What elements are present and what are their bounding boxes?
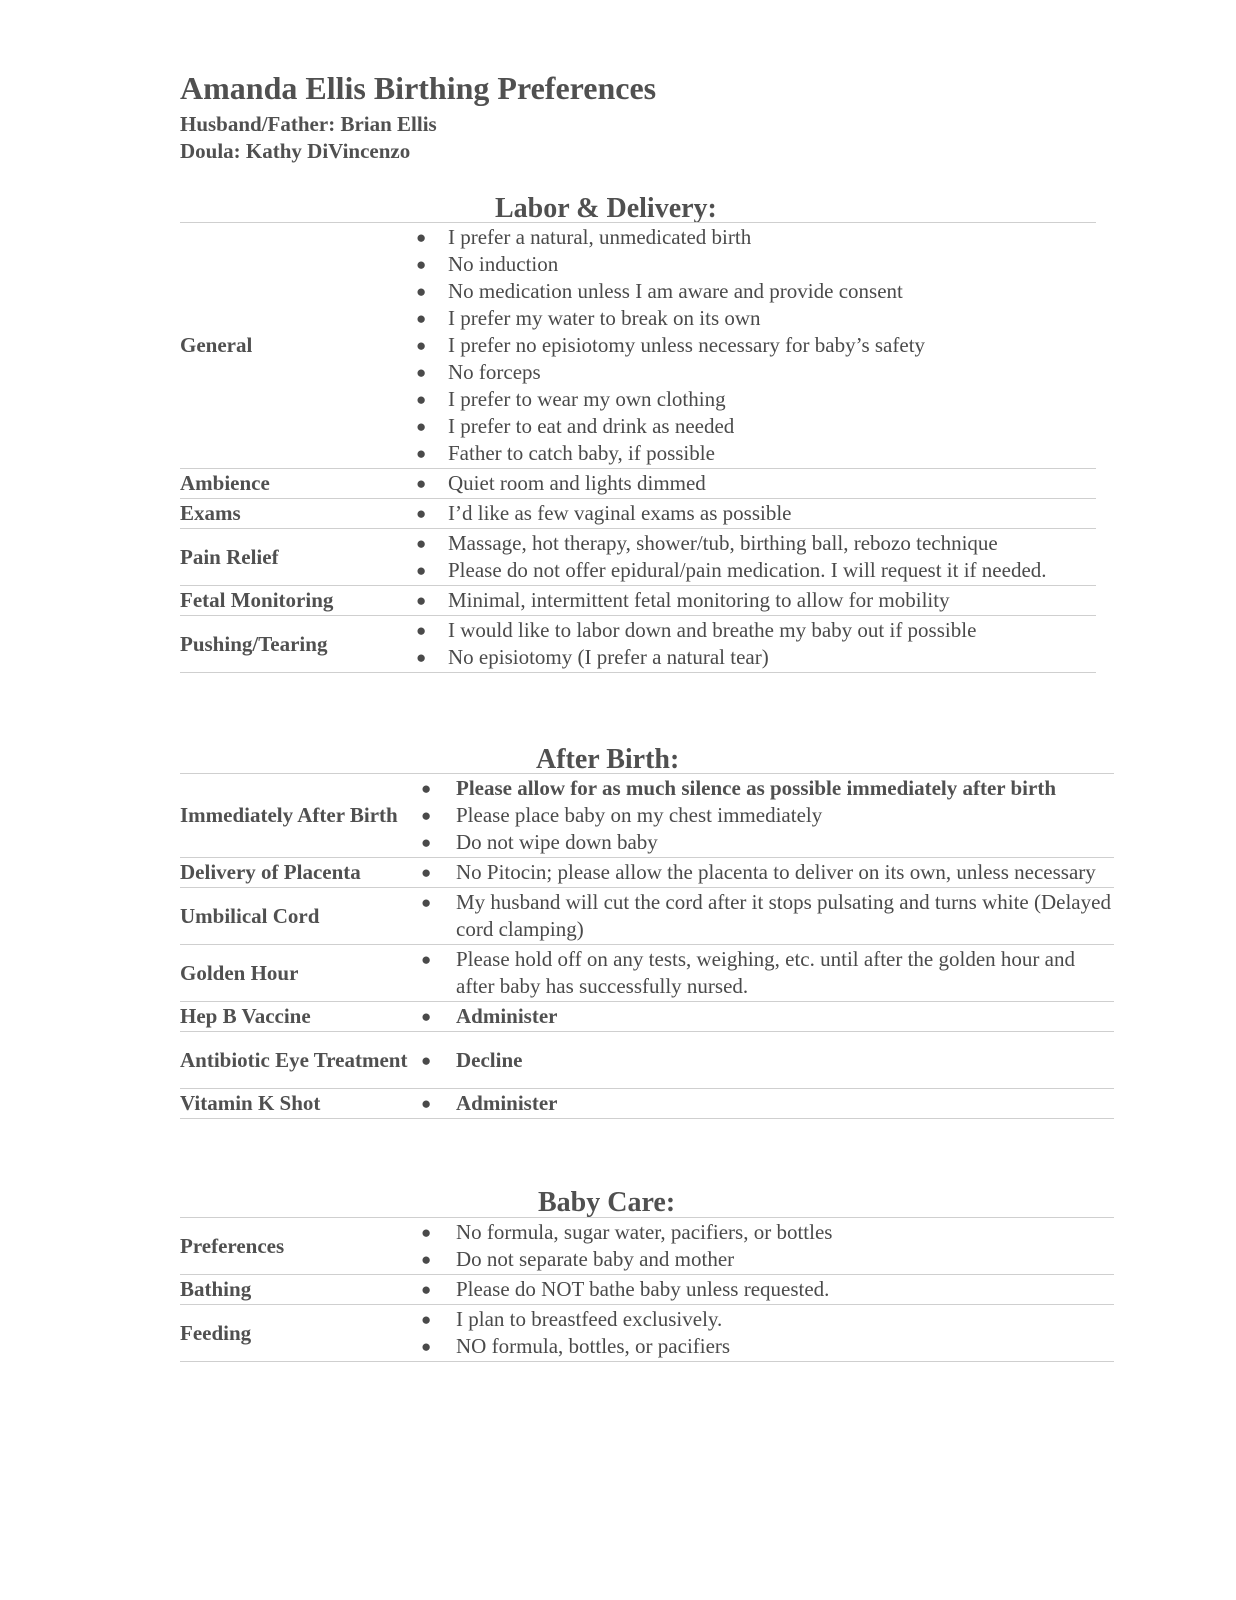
item-text: Decline xyxy=(456,1047,523,1072)
baby-care-heading: Baby Care: xyxy=(538,1187,676,1218)
table-row-pain-relief xyxy=(180,529,1096,586)
item-text: I plan to breastfeed exclusively. xyxy=(456,1307,723,1331)
table-row-delivery-of-placenta xyxy=(180,858,1114,888)
bullet-icon: ● xyxy=(421,1337,432,1356)
after-birth-heading: After Birth: xyxy=(536,744,680,775)
item-text: Please place baby on my chest immediately xyxy=(456,803,823,827)
item-text: Quiet room and lights dimmed xyxy=(448,471,706,495)
bullet-icon: ● xyxy=(421,1280,432,1299)
bullet-icon: ● xyxy=(421,893,432,912)
item-text: No formula, sugar water, pacifiers, or bottles xyxy=(456,1220,833,1244)
baby-care-table xyxy=(180,1217,1114,1362)
item-text: Administer xyxy=(456,1004,558,1028)
row-label: Delivery of Placenta xyxy=(180,860,361,884)
bullet-icon: ● xyxy=(416,621,427,640)
list-item xyxy=(421,829,1114,856)
bullet-icon: ● xyxy=(416,504,427,523)
bullet-icon: ● xyxy=(421,1250,432,1269)
bullet-icon: ● xyxy=(421,950,432,969)
item-text: I prefer no episiotomy unless necessary for baby’s safety xyxy=(448,333,926,357)
list-item xyxy=(416,305,1096,332)
list-item xyxy=(421,1246,1114,1273)
doula-line: Doula: Kathy DiVincenzo xyxy=(180,139,411,163)
bullet-icon: ● xyxy=(421,806,432,825)
row-label: Golden Hour xyxy=(180,960,299,985)
bullet-icon: ● xyxy=(421,1223,432,1242)
row-label: Umbilical Cord xyxy=(180,903,320,928)
bullet-icon: ● xyxy=(416,648,427,667)
item-text: Please do NOT bathe baby unless requested. xyxy=(456,1277,830,1301)
table-row-bathing xyxy=(180,1275,1114,1305)
table-row-ambience xyxy=(180,469,1096,499)
list-item xyxy=(416,530,1096,557)
table-row-vitamin-k-shot xyxy=(180,1089,1114,1119)
list-item xyxy=(421,1090,1114,1117)
list-item xyxy=(416,224,1096,251)
row-label: General xyxy=(180,333,253,357)
item-text: No forceps xyxy=(448,360,541,384)
item-text: I prefer my water to break on its own xyxy=(448,306,761,330)
item-text: I would like to labor down and breathe my baby out if possible xyxy=(448,618,977,642)
row-label: Ambience xyxy=(180,471,270,495)
row-label: Bathing xyxy=(180,1277,252,1301)
list-item xyxy=(421,775,1114,802)
item-text: I prefer to wear my own clothing xyxy=(448,387,726,411)
item-text: Please do not offer epidural/pain medication. I will request it if needed. xyxy=(448,558,1047,582)
bullet-icon: ● xyxy=(421,1007,432,1026)
bullet-icon: ● xyxy=(421,1310,432,1329)
bullet-icon: ● xyxy=(421,1094,432,1113)
bullet-icon: ● xyxy=(416,282,427,301)
item-text: NO formula, bottles, or pacifiers xyxy=(456,1334,731,1358)
item-text: Massage, hot therapy, shower/tub, birthing ball, rebozo technique xyxy=(448,531,998,555)
list-item xyxy=(421,1003,1114,1030)
row-label: Fetal Monitoring xyxy=(180,588,334,612)
item-text: I prefer to eat and drink as needed xyxy=(448,414,735,438)
item-text: I prefer a natural, unmedicated birth xyxy=(448,225,752,249)
item-text: I’d like as few vaginal exams as possible xyxy=(448,501,792,525)
list-item xyxy=(416,278,1096,305)
list-item xyxy=(416,500,1096,527)
list-item xyxy=(416,413,1096,440)
bullet-icon: ● xyxy=(416,228,427,247)
bullet-icon: ● xyxy=(416,591,427,610)
bullet-icon: ● xyxy=(416,561,427,580)
item-text: No episiotomy (I prefer a natural tear) xyxy=(448,645,769,669)
list-item xyxy=(421,946,1112,1000)
bullet-icon: ● xyxy=(416,474,427,493)
table-row-preferences xyxy=(180,1218,1114,1275)
table-row-antibiotic-eye-treatment xyxy=(180,1032,1114,1089)
list-item xyxy=(416,644,1096,671)
row-label: Exams xyxy=(180,501,241,525)
row-label: Feeding xyxy=(180,1320,252,1345)
bullet-icon: ● xyxy=(416,336,427,355)
row-label: Immediately After Birth xyxy=(180,803,398,827)
bullet-icon: ● xyxy=(421,863,432,882)
list-item xyxy=(421,1306,1114,1333)
list-item xyxy=(416,440,1096,467)
table-row-pushing-tearing xyxy=(180,616,1096,673)
list-item xyxy=(416,587,1096,614)
list-item xyxy=(416,470,1096,497)
list-item xyxy=(421,1219,1114,1246)
table-row-umbilical-cord xyxy=(180,888,1114,945)
list-item xyxy=(421,1276,1114,1303)
list-item xyxy=(421,889,1112,943)
table-row-general xyxy=(180,223,1096,469)
item-text: No medication unless I am aware and provide consent xyxy=(448,279,903,303)
list-item xyxy=(421,1047,1114,1074)
item-text: Please hold off on any tests, weighing, etc. until after the golden hour and after baby has successfully nursed. xyxy=(456,947,1075,998)
bullet-icon: ● xyxy=(421,1050,432,1070)
labor-delivery-table xyxy=(180,222,1096,673)
bullet-icon: ● xyxy=(416,444,427,463)
list-item xyxy=(416,557,1096,584)
table-row-fetal-monitoring xyxy=(180,586,1096,616)
list-item xyxy=(421,802,1114,829)
bullet-icon: ● xyxy=(416,255,427,274)
table-row-golden-hour xyxy=(180,945,1114,1002)
labor-delivery-heading: Labor & Delivery: xyxy=(495,193,717,224)
list-item xyxy=(416,617,1096,644)
bullet-icon: ● xyxy=(421,779,432,798)
row-label: Pain Relief xyxy=(180,544,279,569)
list-item xyxy=(416,359,1096,386)
item-text: Father to catch baby, if possible xyxy=(448,441,715,465)
table-row-hep-b-vaccine xyxy=(180,1002,1114,1032)
document-title: Amanda Ellis Birthing Preferences xyxy=(180,70,657,106)
bullet-icon: ● xyxy=(421,833,432,852)
row-label: Antibiotic Eye Treatment xyxy=(180,1047,408,1072)
bullet-icon: ● xyxy=(416,390,427,409)
list-item xyxy=(416,332,1096,359)
item-text: Please allow for as much silence as possible immediately after birth xyxy=(456,776,1056,800)
table-row-exams xyxy=(180,499,1096,529)
bullet-icon: ● xyxy=(416,309,427,328)
item-text: Do not wipe down baby xyxy=(456,830,658,854)
row-label: Pushing/Tearing xyxy=(180,631,328,656)
row-label: Preferences xyxy=(180,1233,285,1258)
table-row-feeding xyxy=(180,1305,1114,1362)
list-item xyxy=(416,386,1096,413)
item-text: Administer xyxy=(456,1091,558,1115)
bullet-icon: ● xyxy=(416,534,427,553)
list-item xyxy=(421,859,1112,886)
item-text: My husband will cut the cord after it stops pulsating and turns white (Delayed cord clamping) xyxy=(456,890,1111,941)
list-item xyxy=(421,1333,1114,1360)
father-line: Husband/Father: Brian Ellis xyxy=(180,112,437,136)
bullet-icon: ● xyxy=(416,417,427,436)
item-text: No Pitocin; please allow the placenta to deliver on its own, unless necessary xyxy=(456,860,1096,884)
item-text: Minimal, intermittent fetal monitoring to allow for mobility xyxy=(448,588,950,612)
after-birth-table xyxy=(180,773,1114,1119)
table-row-immediately-after-birth xyxy=(180,774,1114,858)
list-item xyxy=(416,251,1096,278)
bullet-icon: ● xyxy=(416,363,427,382)
row-label: Hep B Vaccine xyxy=(180,1004,311,1028)
row-label: Vitamin K Shot xyxy=(180,1091,321,1115)
item-text: Do not separate baby and mother xyxy=(456,1247,735,1271)
item-text: No induction xyxy=(448,252,559,276)
